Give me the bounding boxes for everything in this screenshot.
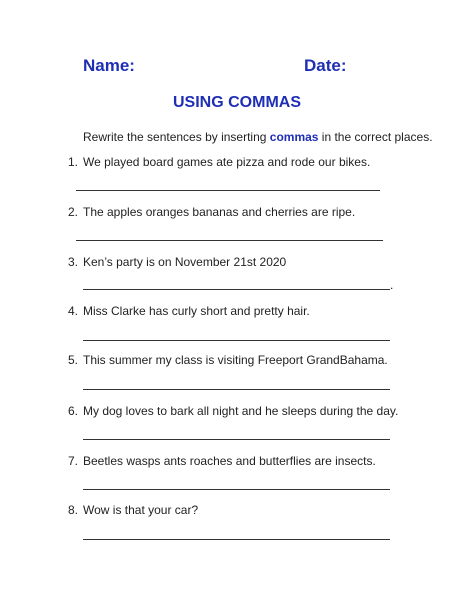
answer-line[interactable] bbox=[83, 439, 390, 440]
worksheet-title: USING COMMAS bbox=[173, 94, 301, 111]
item-sentence: This summer my class is visiting Freeport GrandBahama. bbox=[83, 353, 388, 367]
instruction-after: in the correct places. bbox=[318, 130, 433, 144]
answer-line[interactable] bbox=[83, 489, 390, 490]
answer-line[interactable] bbox=[76, 240, 383, 241]
date-label: Date: bbox=[304, 56, 347, 75]
instruction-keyword: commas bbox=[269, 130, 319, 144]
line-end-period: . bbox=[390, 278, 394, 292]
item-sentence: The apples oranges bananas and cherries are ripe. bbox=[83, 205, 356, 219]
item-sentence: Ken’s party is on November 21st 2020 bbox=[83, 255, 287, 269]
answer-line[interactable] bbox=[76, 190, 380, 191]
answer-line[interactable] bbox=[83, 289, 390, 290]
instruction-text bbox=[83, 130, 433, 144]
item-number: 5. bbox=[67, 353, 78, 367]
item-sentence: We played board games ate pizza and rode our bikes. bbox=[83, 155, 371, 169]
answer-line[interactable] bbox=[83, 539, 390, 540]
item-number: 7. bbox=[67, 454, 78, 468]
item-number: 2. bbox=[67, 205, 78, 219]
item-sentence: Miss Clarke has curly short and pretty hair. bbox=[83, 304, 310, 318]
item-number: 6. bbox=[67, 404, 78, 418]
item-sentence: Beetles wasps ants roaches and butterflies are insects. bbox=[83, 454, 376, 468]
answer-line[interactable] bbox=[83, 389, 390, 390]
item-number: 3. bbox=[67, 255, 78, 269]
item-sentence: Wow is that your car? bbox=[83, 503, 199, 517]
item-sentence: My dog loves to bark all night and he sleeps during the day. bbox=[83, 404, 399, 418]
instruction-before: Rewrite the sentences by inserting bbox=[83, 130, 270, 144]
item-number: 1. bbox=[67, 155, 78, 169]
item-number: 8. bbox=[67, 503, 78, 517]
name-label: Name: bbox=[83, 56, 135, 75]
item-number: 4. bbox=[67, 304, 78, 318]
answer-line[interactable] bbox=[83, 340, 390, 341]
